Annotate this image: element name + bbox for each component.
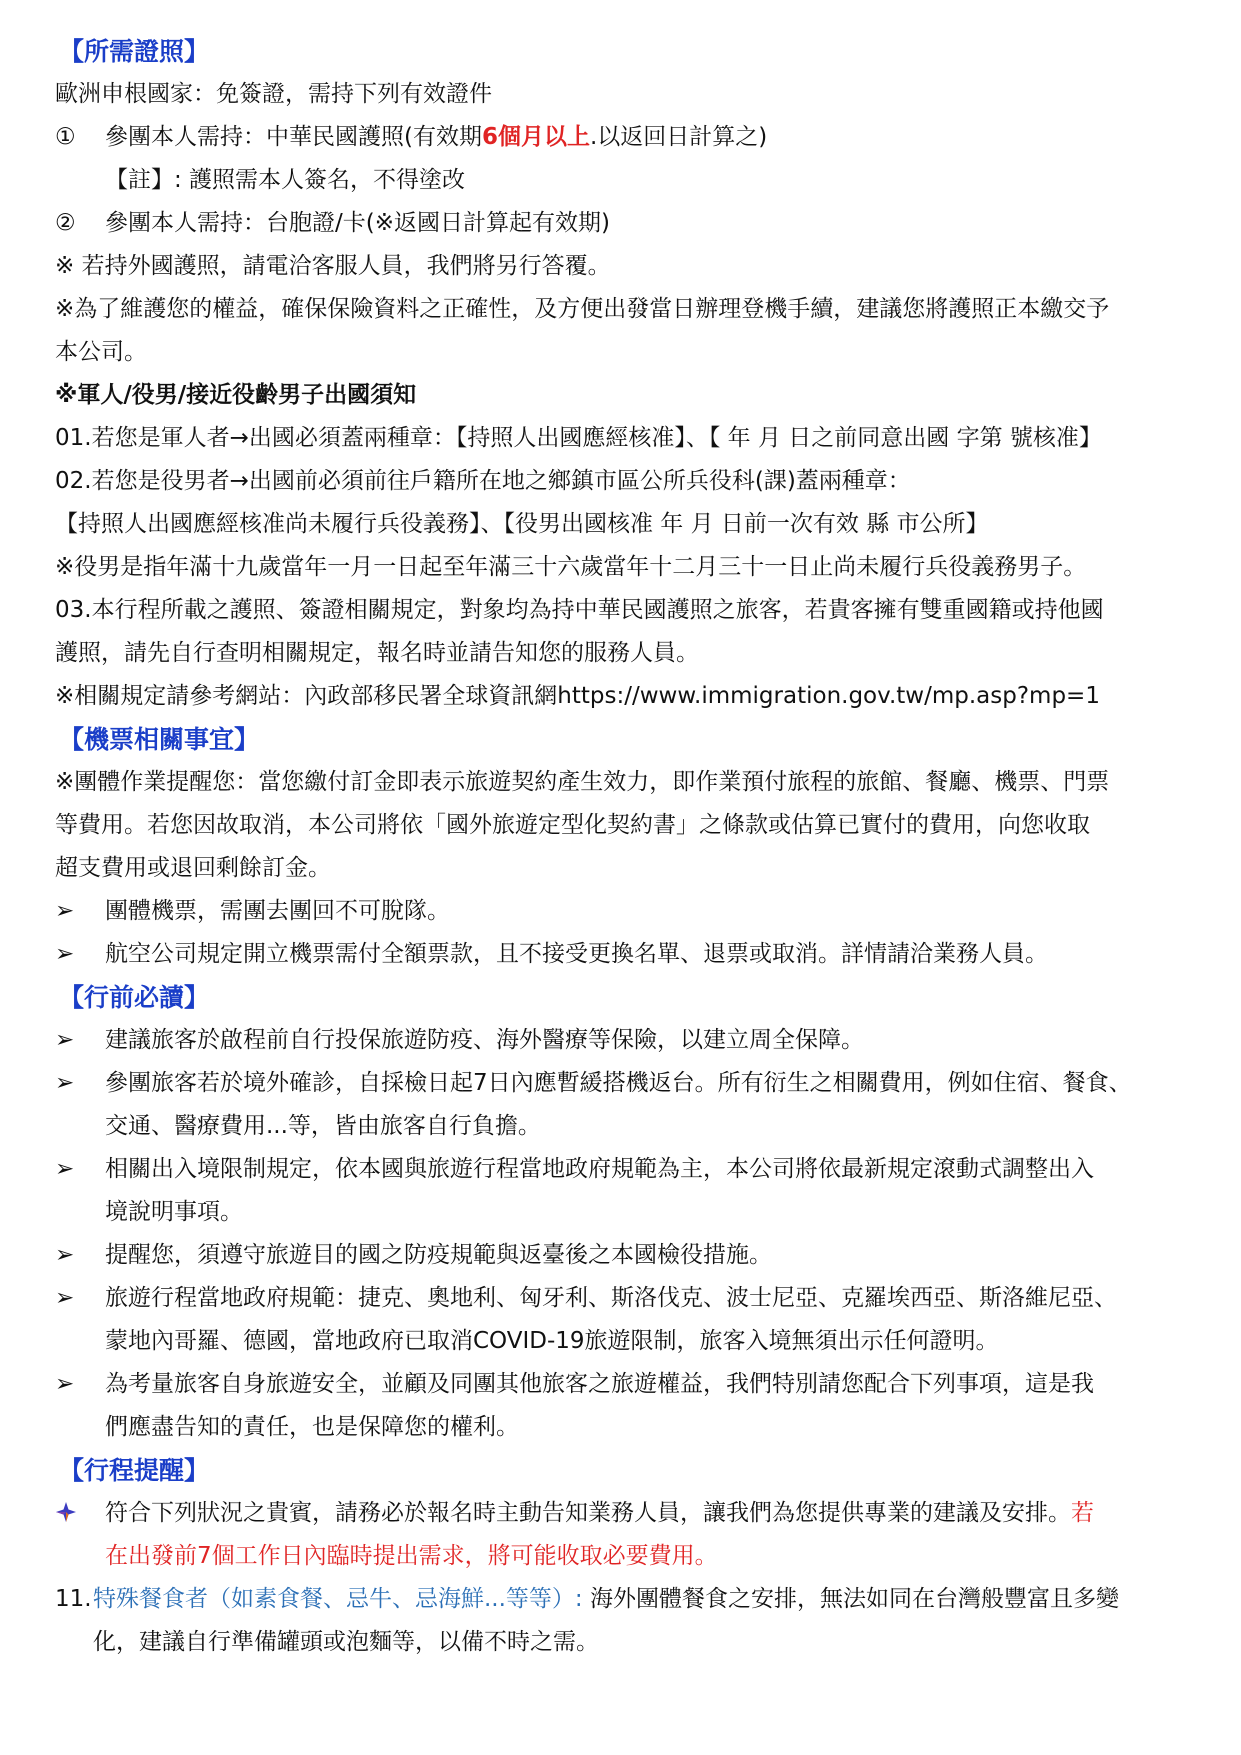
special-meal-item (55, 1578, 1205, 1664)
before-bullet-line: 旅遊行程當地政府規範：捷克、奧地利、匈牙利、斯洛伐克、波士尼亞、克羅埃西亞、斯洛維尼亞、 (105, 1285, 1117, 1311)
before-bullet-line: 們應盡告知的責任，也是保障您的權利。 (105, 1414, 519, 1440)
reference-website: ※相關規定請參考網站：內政部移民署全球資訊網https://www.immigration.gov.tw/mp.asp?mp=1 (55, 683, 1100, 709)
item1-text-pre: 參團本人需持：中華民國護照(有效期 (105, 124, 482, 150)
insurance-note-1: ※為了維護您的權益，確保保險資料之正確性，及方便出發當日辦理登機手續，建議您將護照正本繳交予 (55, 296, 1110, 322)
tickets-paragraph-1: ※團體作業提醒您：當您繳付訂金即表示旅遊契約產生效力，即作業預付旅程的旅館、餐廳、機票、門票 (55, 769, 1110, 795)
reminder-text-black: 符合下列狀況之貴賓，請務必於報名時主動告知業務人員，讓我們為您提供專業的建議及安排。 (105, 1500, 1071, 1526)
military-02: 02.若您是役男者→出國前必須前往戶籍所在地之鄉鎮市區公所兵役科(課)蓋兩種章： (55, 468, 911, 494)
arrowhead-bullet-icon: ➢ (55, 1285, 75, 1311)
military-heading: ※軍人/役男/接近役齡男子出國須知 (55, 382, 417, 408)
reminder-fee-warning: 在出發前7個工作日內臨時提出需求，將可能收取必要費用。 (105, 1543, 718, 1569)
section-heading-tickets: 【機票相關事宜】 (59, 725, 260, 754)
item-number: 11. (55, 1586, 92, 1612)
arrowhead-bullet-icon: ➢ (55, 1027, 75, 1053)
documents-intro: 歐洲申根國家：免簽證，需持下列有效證件 (55, 81, 492, 107)
item2-text: 參團本人需持：台胞證/卡(※返國日計算起有效期) (105, 210, 610, 236)
military-01: 01.若您是軍人者→出國必須蓋兩種章：【持照人出國應經核准】、【 年 月 日之前同意出國 字第 號核准】 (55, 425, 1102, 451)
military-03-line1: 03.本行程所載之護照、簽證相關規定，對象均為持中華民國護照之旅客，若貴客擁有雙重國籍或持他國 (55, 597, 1104, 623)
before-bullet (55, 1062, 1205, 1148)
four-point-star-icon (55, 1492, 105, 1535)
reminder-text-red: 若 (1071, 1500, 1094, 1526)
special-meal-text: 海外團體餐食之安排，無法如同在台灣般豐富且多變 (582, 1586, 1119, 1612)
before-bullet (55, 1234, 1205, 1277)
arrowhead-bullet-icon: ➢ (55, 1242, 75, 1268)
documents-item-1 (55, 116, 1205, 159)
reminder-item (55, 1492, 1205, 1578)
before-bullet (55, 1019, 1205, 1062)
military-definition: ※役男是指年滿十九歲當年一月一日起至年滿三十六歲當年十二月三十一日止尚未履行兵役義務男子。 (55, 554, 1087, 580)
section-heading-before: 【行前必讀】 (59, 983, 210, 1012)
circled-2-icon: ② (55, 210, 76, 236)
before-bullet (55, 1148, 1205, 1234)
section-heading-reminder: 【行程提醒】 (59, 1456, 210, 1485)
military-03-line2: 護照，請先自行查明相關規定，報名時並請告知您的服務人員。 (55, 640, 699, 666)
tickets-bullet (55, 890, 1205, 933)
before-bullet-line: 蒙地內哥羅、德國，當地政府已取消COVID-19旅遊限制，旅客入境無須出示任何證明。 (105, 1328, 999, 1354)
item1-red-text: 6個月以上 (481, 124, 590, 150)
tickets-paragraph-3: 超支費用或退回剩餘訂金。 (55, 855, 331, 881)
military-02-stamps: 【持照人出國應經核准尚未履行兵役義務】、【役男出國核准 年 月 日前一次有效 縣 市公所】 (55, 511, 989, 537)
before-bullet (55, 1363, 1205, 1449)
circled-1-icon: ① (55, 124, 76, 150)
arrowhead-bullet-icon: ➢ (55, 1371, 75, 1397)
four-point-star-svg (55, 1501, 77, 1523)
documents-item-2 (55, 202, 1205, 245)
before-bullet-line: 為考量旅客自身旅遊安全，並顧及同團其他旅客之旅遊權益，我們特別請您配合下列事項，這是我 (105, 1371, 1094, 1397)
insurance-note-2: 本公司。 (55, 339, 147, 365)
document-content (55, 30, 1205, 1664)
special-meal-label: 特殊餐食者（如素食餐、忌牛、忌海鮮...等等）: (93, 1586, 583, 1612)
item1-text-post: .以返回日計算之) (590, 124, 768, 150)
arrowhead-bullet-icon: ➢ (55, 1156, 75, 1182)
tickets-bullet (55, 933, 1205, 976)
tickets-bullet-text: 航空公司規定開立機票需付全額票款，且不接受更換名單、退票或取消。詳情請洽業務人員。 (105, 941, 1048, 967)
tickets-paragraph-2: 等費用。若您因故取消，本公司將依「國外旅遊定型化契約書」之條款或估算已實付的費用，向您收取 (55, 812, 1090, 838)
tickets-bullet-text: 團體機票，需團去團回不可脫隊。 (105, 898, 450, 924)
foreign-passport-note: ※ 若持外國護照，請電洽客服人員，我們將另行答覆。 (55, 253, 611, 279)
before-bullet (55, 1277, 1205, 1363)
section-heading-documents: 【所需證照】 (59, 37, 210, 66)
before-bullet-line: 交通、醫療費用...等，皆由旅客自行負擔。 (105, 1113, 541, 1139)
passport-note: 【註】: 護照需本人簽名，不得塗改 (105, 167, 466, 193)
before-bullet-line: 建議旅客於啟程前自行投保旅遊防疫、海外醫療等保險，以建立周全保障。 (105, 1027, 864, 1053)
special-meal-text-2: 化，建議自行準備罐頭或泡麵等，以備不時之需。 (93, 1629, 599, 1655)
before-bullet-line: 境說明事項。 (105, 1199, 243, 1225)
arrowhead-bullet-icon: ➢ (55, 941, 75, 967)
before-bullet-line: 提醒您，須遵守旅遊目的國之防疫規範與返臺後之本國檢役措施。 (105, 1242, 772, 1268)
arrowhead-bullet-icon: ➢ (55, 1070, 75, 1096)
arrowhead-bullet-icon: ➢ (55, 898, 75, 924)
before-bullet-line: 參團旅客若於境外確診，自採檢日起7日內應暫緩搭機返台。所有衍生之相關費用，例如住宿、餐食、 (105, 1070, 1132, 1096)
before-bullet-line: 相關出入境限制規定，依本國與旅遊行程當地政府規範為主，本公司將依最新規定滾動式調整出入 (105, 1156, 1094, 1182)
